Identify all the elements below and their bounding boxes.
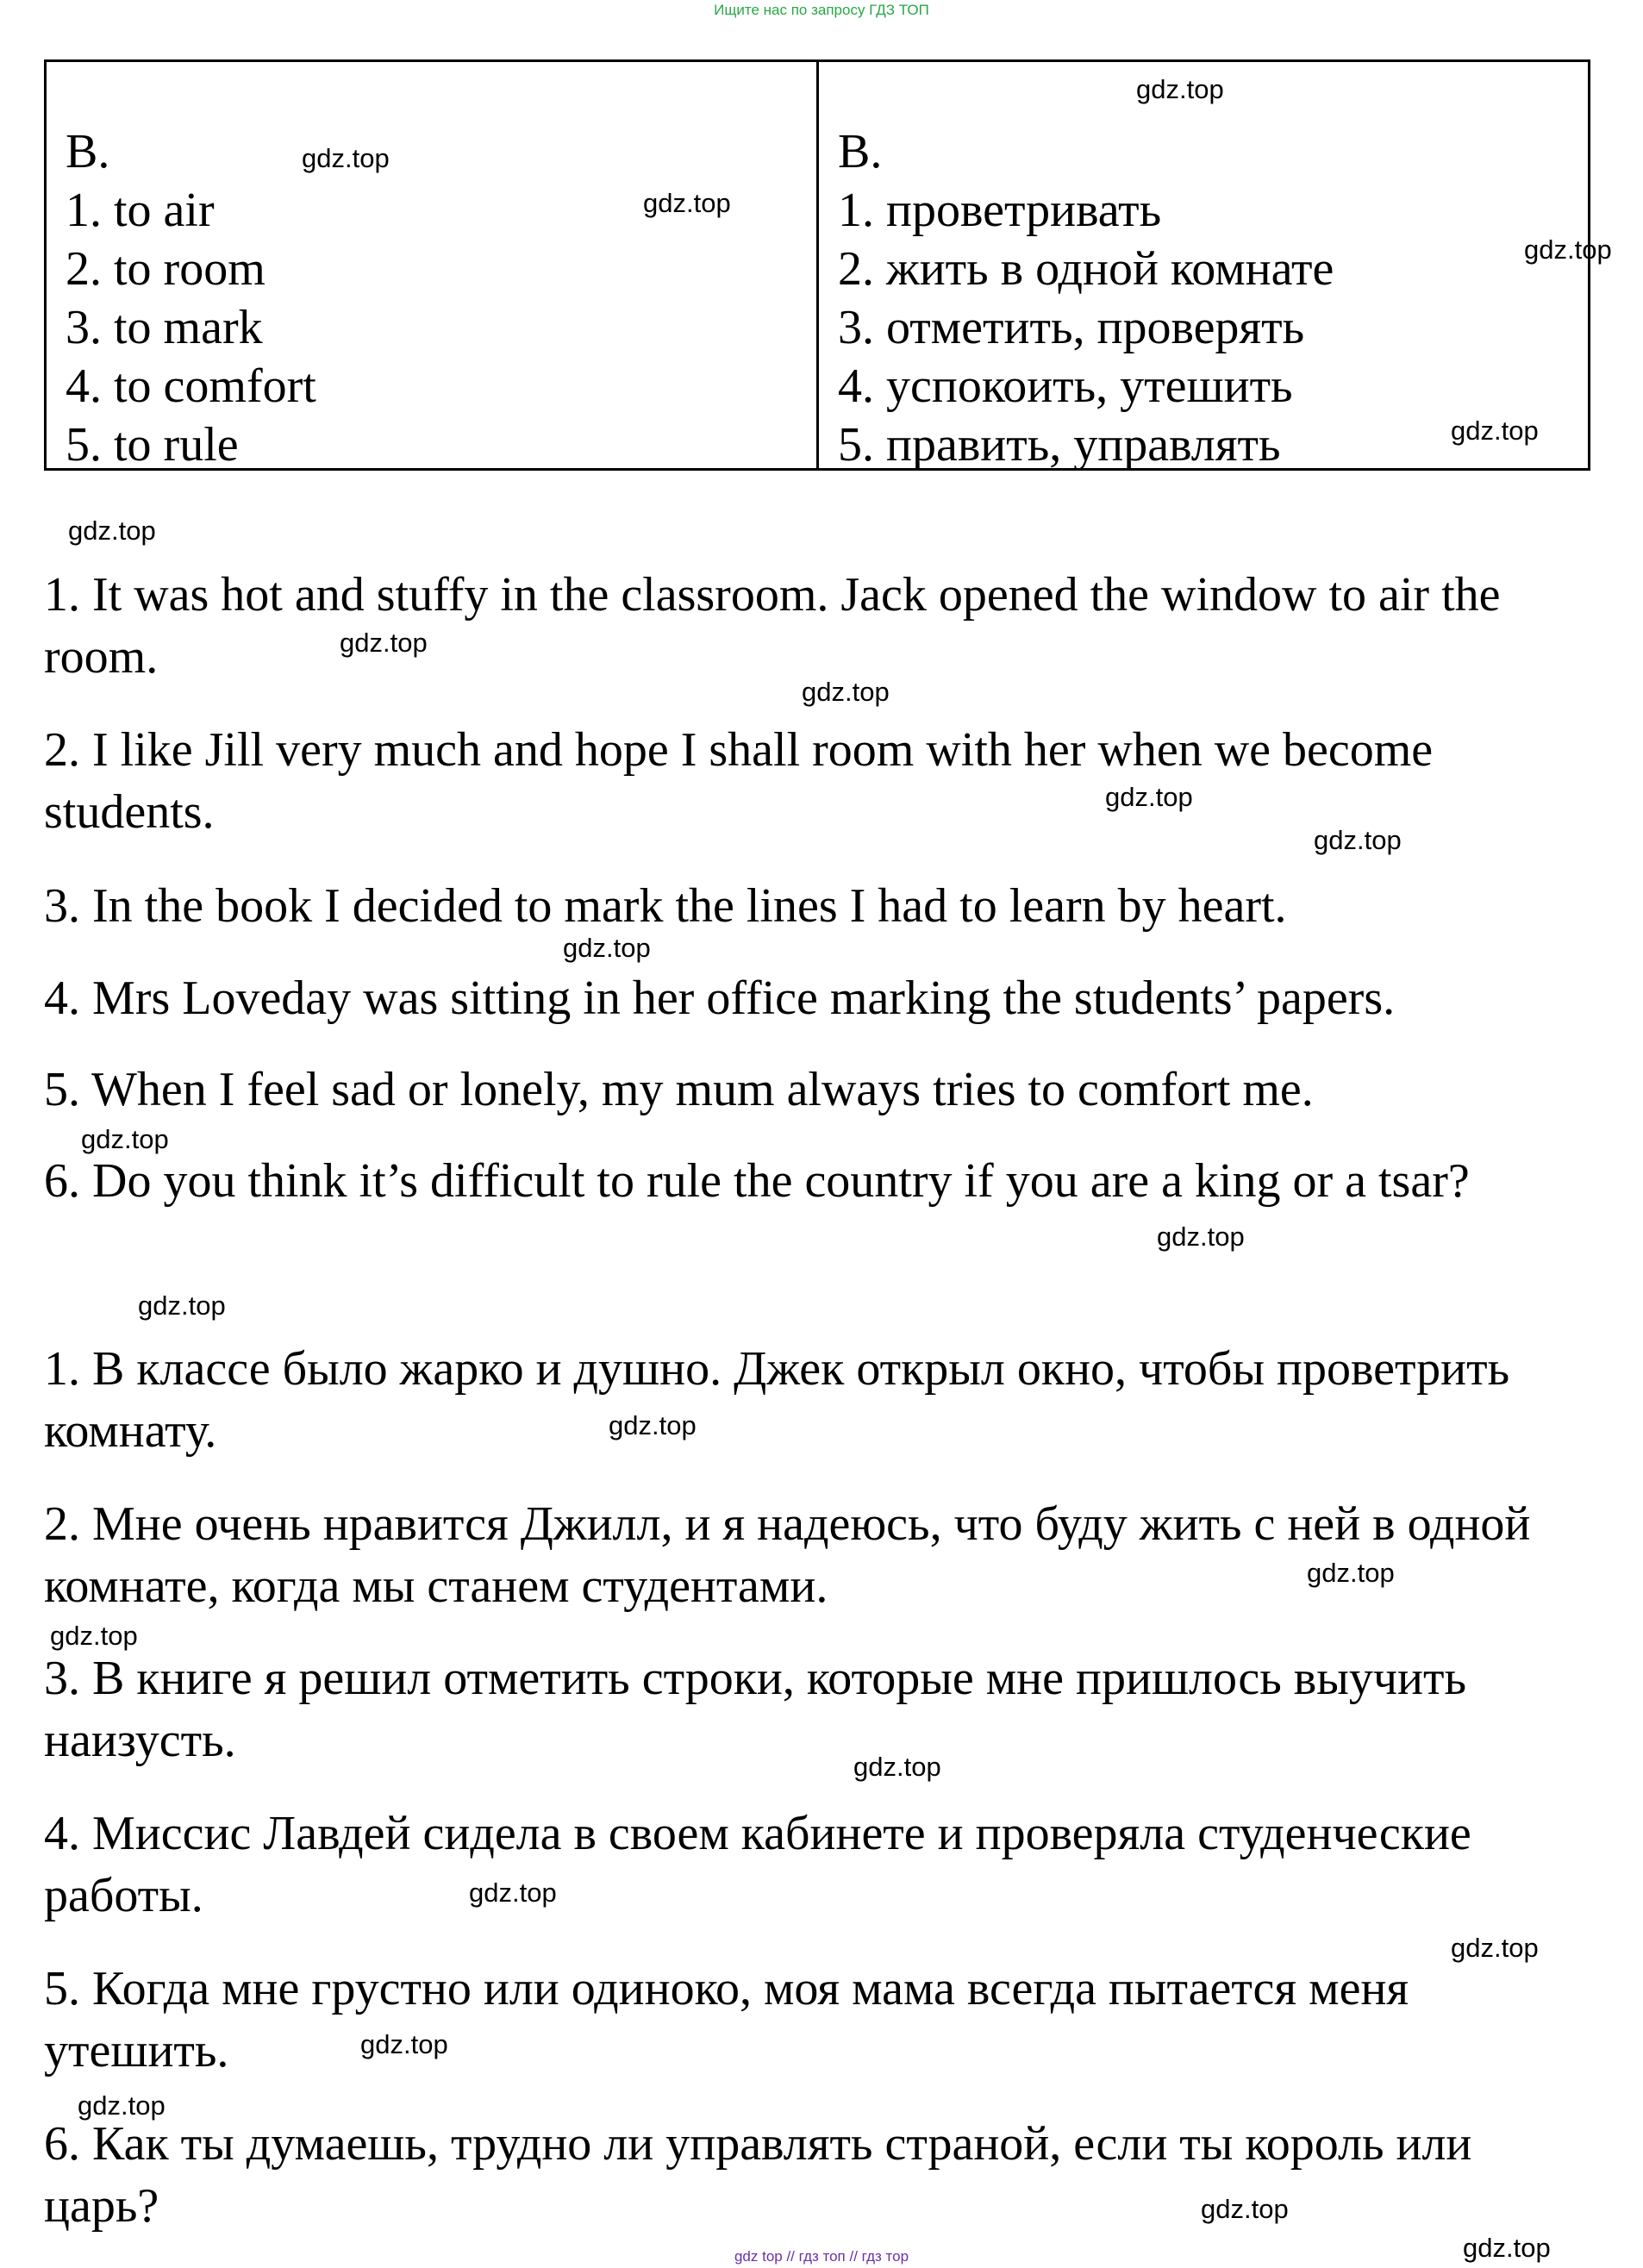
vocab-item-en-5: 5. to rule [66, 418, 239, 472]
russian-sentence-4: 4. Миссис Лавдей сидела в своем кабинете и проверяла студенческие работы. [44, 1807, 1471, 1922]
top-banner: Ищите нас по запросу ГДЗ ТОП [714, 2, 929, 18]
watermark: gdz.top [302, 143, 390, 173]
vocab-item-en-1: 1. to air [66, 184, 215, 237]
vocab-item-ru-5: 5. править, управлять [838, 418, 1281, 472]
watermark: gdz.top [138, 1290, 226, 1321]
watermark: gdz.top [1463, 2233, 1551, 2263]
watermark: gdz.top [643, 188, 731, 218]
vocab-item-en-4: 4. to comfort [66, 359, 316, 413]
watermark: gdz.top [1307, 1558, 1395, 1588]
english-sentence-4: 4. Mrs Loveday was sitting in her office marking the students’ papers. [44, 972, 1396, 1025]
vocab-item-ru-2: 2. жить в одной комнате [838, 242, 1334, 296]
vocab-english-column [47, 62, 819, 472]
russian-sentence-5: 5. Когда мне грустно или одиноко, моя мама всегда пытается меня утешить. [44, 1962, 1409, 2077]
english-sentence-1: 1. It was hot and stuffy in the classroom. Jack opened the window to air the room. [44, 568, 1501, 684]
vocab-russian-column [819, 62, 1588, 472]
vocab-heading-ru: B. [838, 125, 883, 178]
watermark: gdz.top [81, 1124, 169, 1154]
watermark: gdz.top [1105, 782, 1193, 812]
english-sentence-5: 5. When I feel sad or lonely, my mum always tries to comfort me. [44, 1063, 1314, 1116]
watermark: gdz.top [802, 677, 890, 707]
watermark: gdz.top [68, 515, 156, 546]
watermark: gdz.top [1451, 415, 1539, 446]
english-sentence-6: 6. Do you think it’s difficult to rule the country if you are a king or a tsar? [44, 1154, 1470, 1208]
watermark: gdz.top [340, 628, 428, 658]
watermark: gdz.top [1201, 2194, 1289, 2224]
english-sentence-3: 3. In the book I decided to mark the lines I had to learn by heart. [44, 879, 1287, 933]
vocab-item-ru-1: 1. проветривать [838, 184, 1162, 237]
watermark: gdz.top [1157, 1221, 1245, 1252]
vocab-item-ru-3: 3. отметить, проверять [838, 301, 1305, 354]
watermark: gdz.top [469, 1878, 557, 1908]
watermark: gdz.top [1524, 234, 1612, 265]
vocabulary-table [44, 59, 1590, 471]
watermark: gdz.top [609, 1410, 697, 1440]
watermark: gdz.top [1314, 825, 1402, 855]
watermark: gdz.top [78, 2090, 166, 2121]
watermark: gdz.top [360, 2029, 448, 2059]
vocab-heading-en: B. [66, 125, 110, 178]
russian-sentence-1: 1. В классе было жарко и душно. Джек открыл окно, чтобы проветрить комнату. [44, 1342, 1510, 1458]
russian-sentence-6: 6. Как ты думаешь, трудно ли управлять страной, если ты король или царь? [44, 2117, 1472, 2233]
bottom-banner: gdz top // гдз топ // гдз тор [734, 2248, 909, 2265]
watermark: gdz.top [1451, 1933, 1539, 1963]
vocab-item-en-2: 2. to room [66, 242, 266, 296]
russian-sentence-2: 2. Мне очень нравится Джилл, и я надеюсь, что буду жить с ней в одной комнате, когда мы станем студентами. [44, 1497, 1531, 1613]
russian-sentence-3: 3. В книге я решил отметить строки, которые мне пришлось выучить наизусть. [44, 1652, 1467, 1767]
vocab-item-en-3: 3. to mark [66, 301, 263, 354]
vocab-item-ru-4: 4. успокоить, утешить [838, 359, 1293, 413]
english-sentence-2: 2. I like Jill very much and hope I shall room with her when we become students. [44, 723, 1434, 839]
watermark: gdz.top [563, 933, 651, 963]
watermark: gdz.top [853, 1752, 941, 1782]
watermark: gdz.top [1136, 74, 1224, 104]
watermark: gdz.top [50, 1621, 138, 1651]
